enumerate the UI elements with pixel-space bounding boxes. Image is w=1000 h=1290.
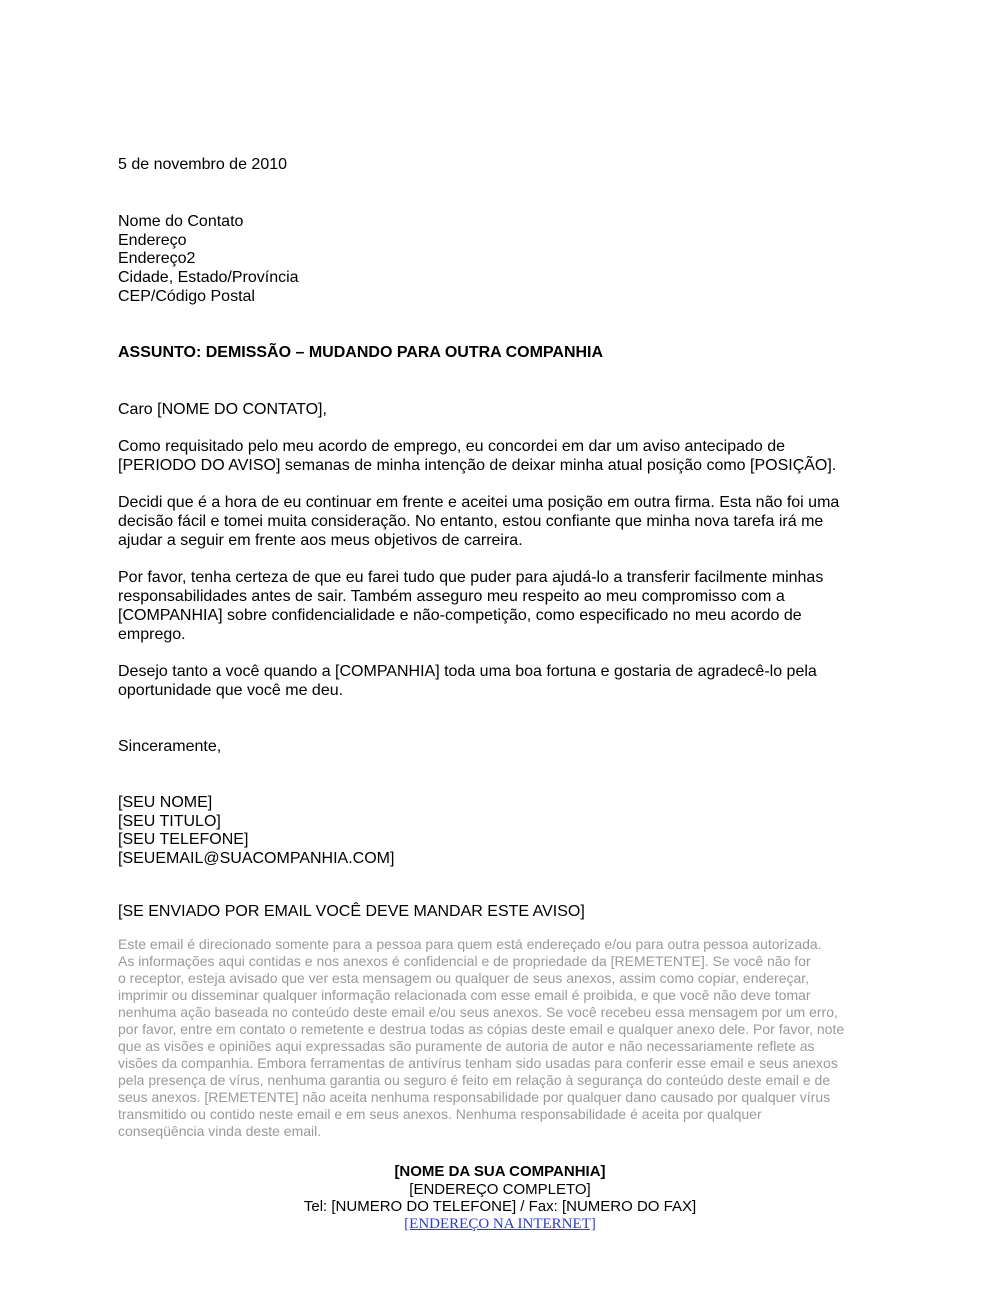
paragraph-line: decisão fácil e tomei muita consideração. No entanto, estou confiante que minha nova tarefa irá me bbox=[118, 513, 824, 530]
closing: Sinceramente, bbox=[118, 738, 222, 755]
recipient-postal: CEP/Código Postal bbox=[118, 288, 255, 305]
paragraph-line: emprego. bbox=[118, 626, 186, 643]
disclaimer-line: transmitido ou contido neste email e em seus anexos. Nenhuma responsabilidade é aceita por qualquer bbox=[118, 1106, 762, 1122]
disclaimer-line: visões da companhia. Embora ferramentas de antivírus tenham sido usadas para conferir esse email e seus anexos bbox=[118, 1055, 838, 1071]
paragraph-line: [COMPANHIA] sobre confidencialidade e não-competição, como especificado no meu acordo de bbox=[118, 607, 802, 624]
disclaimer-line: Este email é direcionado somente para a pessoa para quem está endereçado e/ou para outra pessoa autorizada. bbox=[118, 936, 822, 952]
recipient-address1: Endereço bbox=[118, 232, 187, 249]
disclaimer-line: seus anexos. [REMETENTE] não aceita nenhuma responsabilidade por qualquer dano causado por qualquer vírus bbox=[118, 1089, 831, 1105]
footer-contact: Tel: [NUMERO DO TELEFONE] / Fax: [NUMERO DO FAX] bbox=[303, 1198, 697, 1215]
subject-line: ASSUNTO: DEMISSÃO – MUDANDO PARA OUTRA COMPANHIA bbox=[118, 344, 604, 361]
disclaimer-line: por favor, entre em contato o remetente e destrua todas as cópias deste email e qualquer anexo dele. Por favor, note bbox=[118, 1021, 845, 1037]
disclaimer-line: nenhuma ação baseada no conteúdo deste email e/ou seus anexos. Se você recebeu essa mensagem por um erro, bbox=[118, 1004, 838, 1020]
recipient-city-state: Cidade, Estado/Província bbox=[118, 269, 299, 286]
paragraph-line: Por favor, tenha certeza de que eu farei tudo que puder para ajudá-lo a transferir facilmente minhas bbox=[118, 569, 824, 586]
disclaimer-line: pela presença de vírus, nenhuma garantia ou seguro é feito em relação à segurança do conteúdo deste email e de bbox=[118, 1072, 831, 1088]
paragraph-line: Decidi que é a hora de eu continuar em frente e aceitei uma posição em outra firma. Esta não foi uma bbox=[118, 494, 840, 511]
paragraph-line: Desejo tanto a você quando a [COMPANHIA] toda uma boa fortuna e gostaria de agradecê-lo pela bbox=[118, 663, 817, 680]
email-notice-heading: [SE ENVIADO POR EMAIL VOCÊ DEVE MANDAR ESTE AVISO] bbox=[118, 903, 585, 920]
paragraph-line: ajudar a seguir em frente aos meus objetivos de carreira. bbox=[118, 532, 523, 549]
letter-date: 5 de novembro de 2010 bbox=[118, 156, 288, 173]
footer-website-link[interactable]: [ENDEREÇO NA INTERNET] bbox=[404, 1216, 596, 1232]
recipient-address2: Endereço2 bbox=[118, 250, 196, 267]
paragraph-line: responsabilidades antes de sair. Também asseguro meu respeito ao meu compromisso com a bbox=[118, 588, 785, 605]
salutation: Caro [NOME DO CONTATO], bbox=[118, 401, 327, 418]
recipient-name: Nome do Contato bbox=[118, 213, 244, 230]
disclaimer-line: o receptor, esteja avisado que ver esta mensagem ou qualquer de seus anexos, assim como copiar, endereçar, bbox=[118, 970, 810, 986]
signature-phone: [SEU TELEFONE] bbox=[118, 831, 249, 848]
signature-title: [SEU TITULO] bbox=[118, 813, 221, 830]
footer-company-name: [NOME DA SUA COMPANHIA] bbox=[394, 1163, 606, 1180]
paragraph-line: Como requisitado pelo meu acordo de emprego, eu concordei em dar um aviso antecipado de bbox=[118, 438, 786, 455]
disclaimer-line: imprimir ou disseminar qualquer informação relacionada com esse email é proibida, e que você não deve tomar bbox=[118, 987, 811, 1003]
disclaimer-line: conseqüência vinda deste email. bbox=[118, 1123, 322, 1139]
paragraph-line: oportunidade que você me deu. bbox=[118, 682, 344, 699]
footer-address: [ENDEREÇO COMPLETO] bbox=[409, 1181, 591, 1198]
disclaimer-line: As informações aqui contidas e nos anexos é confidencial e de propriedade da [REMETENTE]. Se você não for bbox=[118, 953, 811, 969]
disclaimer-line: que as visões e opiniões aqui expressadas são puramente de autoria de autor e não necessariamente reflete as bbox=[118, 1038, 815, 1054]
signature-email: [SEUEMAIL@SUACOMPANHIA.COM] bbox=[118, 850, 395, 867]
signature-name: [SEU NOME] bbox=[118, 794, 213, 811]
paragraph-line: [PERIODO DO AVISO] semanas de minha intenção de deixar minha atual posição como [POSIÇÃO]. bbox=[118, 457, 837, 474]
